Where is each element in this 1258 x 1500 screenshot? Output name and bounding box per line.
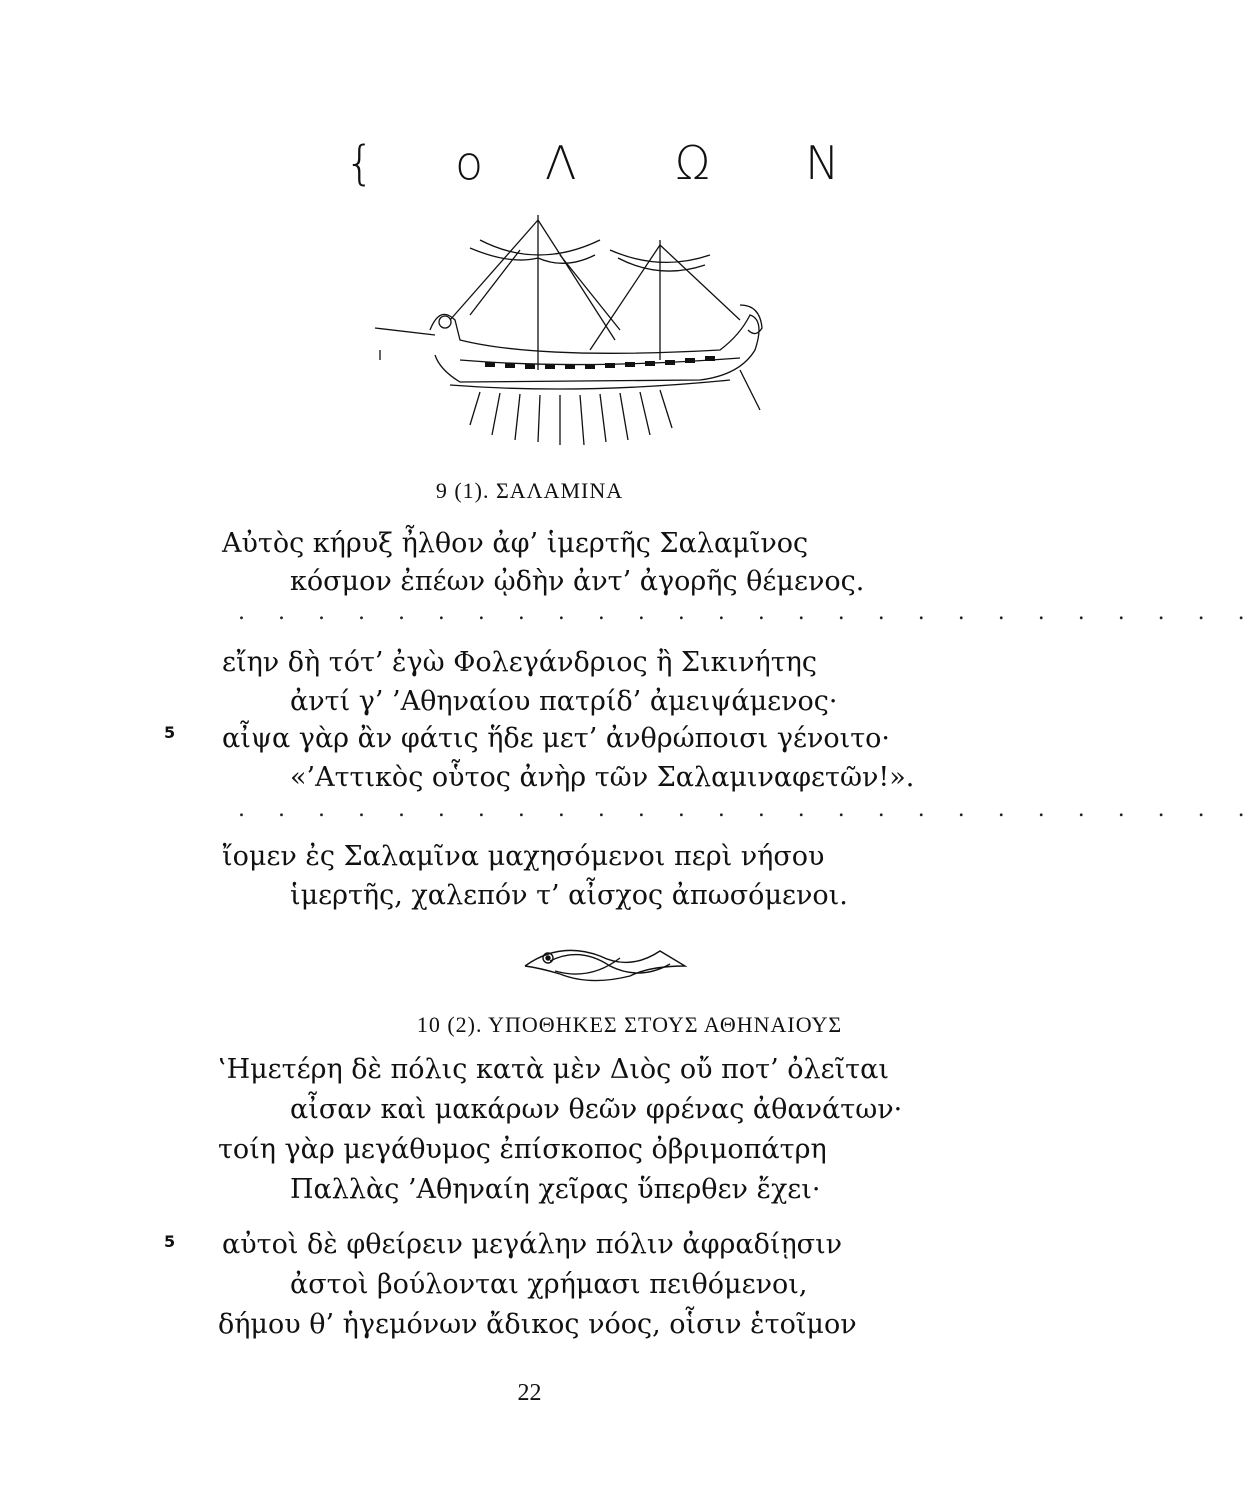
fish-ornament-icon [520,936,690,986]
poem-10-line-6: ἀστοὶ βούλονται χρήμασι πειθόμενοι, [290,1269,808,1300]
page-number: 22 [517,1380,542,1406]
poem-9-line-3: εἴην δὴ τότ’ ἐγὼ Φολεγάνδριος ἢ Σικινήτης [222,647,817,678]
title-letter-lambda: Λ [545,136,577,190]
poem-9-line-1: Αὐτὸς κήρυξ ἦλθον ἀφ’ ἱμερτῆς Σαλαμῖνος [222,528,809,559]
poem-10-line-number: 5 [164,1232,176,1251]
poem-10-heading: 10 (2). ΥΠΟΘΗΚΕΣ ΣΤΟΥΣ ΑΘΗΝΑΙΟΥΣ [416,1012,843,1037]
poem-10-line-5: αὐτοὶ δὲ φθείρειν μεγάλην πόλιν ἀφραδίῃσιν [222,1229,843,1260]
poem-9-line-number: 5 [164,723,176,742]
poem-9-ellipsis-1: . . . . . . . . . . . . . . . . . . . . . . . . . . [238,600,1258,625]
poem-10-line-4: Παλλὰς ’Αθηναίη χεῖρας ὕπερθεν ἔχει· [290,1174,821,1205]
title-letter-nu: N [805,136,840,190]
poem-9-line-2: κόσμον ἐπέων ᾠδὴν ἀντ’ ἀγορῆς θέμενος. [290,566,865,597]
poem-10-line-7: δήμου θ’ ἡγεμόνων ἄδικος νόος, οἷσιν ἑτοῖμον [218,1309,857,1340]
poem-9-line-6: «’Αττικὸς οὗτος ἀνὴρ τῶν Σαλαμιναφετῶν!». [290,762,915,793]
poem-10-line-1: ‛Ημετέρη δὲ πόλις κατὰ μὲν Διὸς οὔ ποτ’ ὀλεῖται [218,1054,889,1085]
poem-9-line-8: ἱμερτῆς, χαλεπόν τ’ αἶσχος ἀπωσόμενοι. [290,880,848,911]
poem-10-line-2: αἶσαν καὶ μακάρων θεῶν φρένας ἀθανάτων· [290,1094,903,1125]
poem-9-ellipsis-2: . . . . . . . . . . . . . . . . . . . . . . . . . . [238,797,1258,822]
poem-9-heading: 9 (1). ΣΑΛΑΜΙΝΑ [435,478,624,503]
poem-9-line-7: ἴομεν ἐς Σαλαμῖνα μαχησόμενοι περὶ νήσου [222,841,825,872]
poem-9-line-4: ἀντί γ’ ’Αθηναίου πατρίδ’ ἀμειψάμενος· [290,686,838,717]
ship-illustration [360,210,780,460]
title-letter-omicron: o [455,136,484,190]
title-letter-omega: Ω [675,136,711,190]
poet-name-title [345,128,865,198]
poem-9-line-5: αἶψα γὰρ ἂν φάτις ἥδε μετ’ ἀνθρώποισι γένοιτο· [222,723,890,754]
poem-10-line-3: τοίη γὰρ μεγάθυμος ἐπίσκοπος ὀβριμοπάτρη [218,1134,827,1165]
title-letter-sigma: { [345,136,375,190]
